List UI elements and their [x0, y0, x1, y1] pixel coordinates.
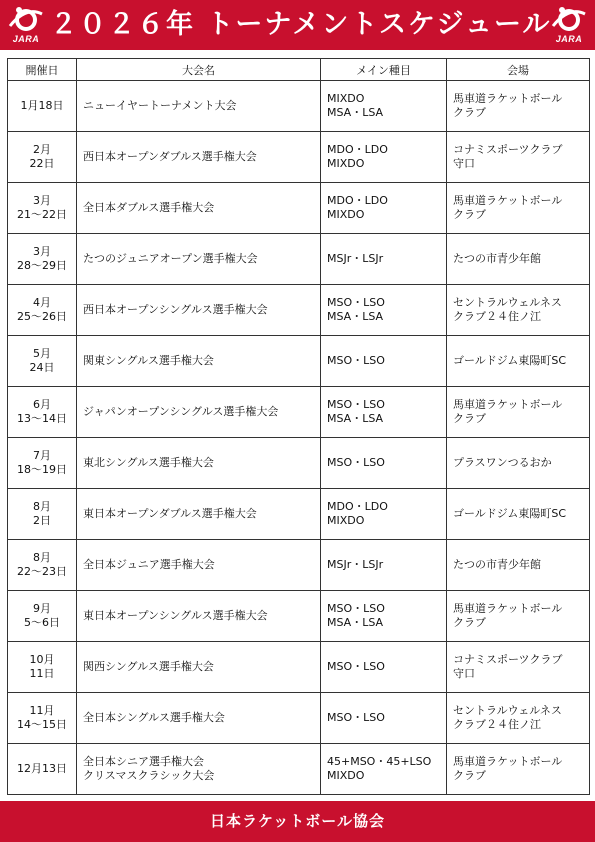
date-cell	[8, 540, 77, 591]
page-header	[0, 0, 595, 50]
date-cell	[8, 234, 77, 285]
events-line: MSO・LSO	[327, 398, 385, 411]
events-line: MIXDO	[327, 157, 365, 170]
tournament-name-cell	[77, 642, 321, 693]
date-line: 3月	[33, 245, 51, 258]
events-cell	[321, 591, 447, 642]
events-line: MSO・LSO	[327, 660, 385, 673]
date-line: 2月	[33, 143, 51, 156]
events-cell	[321, 336, 447, 387]
date-line: 7月	[33, 449, 51, 462]
venue-line: ゴールドジム東陽町SC	[453, 354, 567, 367]
events-line: MSA・LSA	[327, 412, 384, 425]
venue-line: クラブ	[453, 208, 486, 221]
table-row	[8, 693, 590, 744]
events-cell	[321, 489, 447, 540]
date-line: 5月	[33, 347, 51, 360]
tournament-name-line: 関西シングルス選手権大会	[83, 660, 214, 673]
date-line: 8月	[33, 500, 51, 513]
events-cell	[321, 693, 447, 744]
date-line: 8月	[33, 551, 51, 564]
date-line: 1月18日	[20, 99, 64, 112]
date-line: 14～15日	[17, 718, 67, 731]
date-cell	[8, 285, 77, 336]
date-line: 9月	[33, 602, 51, 615]
date-cell	[8, 132, 77, 183]
venue-line: 守口	[453, 157, 475, 170]
events-cell	[321, 438, 447, 489]
tournament-name-line: 全日本ダブルス選手権大会	[83, 201, 215, 214]
jara-logo-mark	[6, 6, 46, 36]
date-line: 25～26日	[17, 310, 67, 323]
venue-line: プラスワンつるおか	[453, 456, 552, 469]
venue-line: ゴールドジム東陽町SC	[453, 507, 567, 520]
jara-logo-mark	[549, 6, 589, 36]
events-cell	[321, 81, 447, 132]
tournament-name-line: 西日本オープンダブルス選手権大会	[83, 150, 257, 163]
table-row	[8, 387, 590, 438]
tournament-name-line: 東北シングルス選手権大会	[83, 456, 214, 469]
tournament-name-line: クリスマスクラシック大会	[83, 769, 215, 782]
tournament-name-cell	[77, 540, 321, 591]
date-cell	[8, 438, 77, 489]
table-header-row	[8, 59, 590, 81]
date-cell	[8, 642, 77, 693]
events-line: MIXDO	[327, 92, 365, 105]
venue-line: クラブ	[453, 769, 486, 782]
venue-line: クラブ２４住ノ江	[453, 310, 541, 323]
table-row	[8, 489, 590, 540]
events-line: 45+MSO・45+LSO	[327, 755, 432, 768]
venue-cell	[447, 591, 590, 642]
venue-line: 馬車道ラケットボール	[453, 602, 563, 615]
venue-line: クラブ２４住ノ江	[453, 718, 541, 731]
table-row	[8, 81, 590, 132]
date-cell	[8, 81, 77, 132]
schedule-body	[8, 81, 590, 795]
events-line: MSO・LSO	[327, 354, 385, 367]
venue-line: クラブ	[453, 616, 486, 629]
tournament-name-cell	[77, 285, 321, 336]
events-line: MSA・LSA	[327, 310, 384, 323]
table-row	[8, 234, 590, 285]
events-line: MIXDO	[327, 208, 365, 221]
venue-line: 馬車道ラケットボール	[453, 194, 563, 207]
logo-text: JARA	[12, 34, 40, 44]
table-row	[8, 642, 590, 693]
date-line: 2日	[33, 514, 51, 527]
venue-line: たつの市青少年館	[453, 252, 541, 265]
venue-cell	[447, 81, 590, 132]
date-line: 11月	[29, 704, 55, 717]
venue-line: 馬車道ラケットボール	[453, 92, 563, 105]
table-row	[8, 183, 590, 234]
column-header-events: メイン種目	[321, 59, 447, 81]
events-line: MSO・LSO	[327, 456, 385, 469]
page-title: ２０２６年 トーナメントスケジュール	[50, 9, 552, 40]
date-line: 22日	[29, 157, 55, 170]
venue-cell	[447, 744, 590, 795]
tournament-name-line: たつのジュニアオープン選手権大会	[83, 252, 258, 265]
tournament-name-cell	[77, 591, 321, 642]
venue-cell	[447, 336, 590, 387]
schedule-table	[7, 58, 590, 795]
column-header-tournament: 大会名	[77, 59, 321, 81]
table-row	[8, 438, 590, 489]
date-line: 5～6日	[24, 616, 60, 629]
tournament-name-line: 全日本ジュニア選手権大会	[83, 558, 215, 571]
tournament-name-cell	[77, 489, 321, 540]
table-row	[8, 744, 590, 795]
table-row	[8, 132, 590, 183]
tournament-name-cell	[77, 693, 321, 744]
table-row	[8, 591, 590, 642]
events-line: MSJr・LSJr	[327, 252, 384, 265]
venue-cell	[447, 438, 590, 489]
events-line: MSO・LSO	[327, 602, 385, 615]
events-line: MIXDO	[327, 769, 365, 782]
venue-cell	[447, 183, 590, 234]
date-line: 18～19日	[17, 463, 67, 476]
events-cell	[321, 183, 447, 234]
venue-cell	[447, 285, 590, 336]
date-line: 6月	[33, 398, 51, 411]
venue-line: 馬車道ラケットボール	[453, 755, 563, 768]
logo-text: JARA	[555, 34, 583, 44]
events-line: MDO・LDO	[327, 143, 388, 156]
events-cell	[321, 132, 447, 183]
tournament-name-line: 全日本シニア選手権大会	[83, 755, 204, 768]
tournament-name-cell	[77, 336, 321, 387]
events-cell	[321, 540, 447, 591]
venue-cell	[447, 489, 590, 540]
date-line: 24日	[29, 361, 55, 374]
column-header-venue: 会場	[447, 59, 590, 81]
tournament-name-line: 全日本シングルス選手権大会	[83, 711, 225, 724]
date-cell	[8, 336, 77, 387]
events-cell	[321, 387, 447, 438]
venue-cell	[447, 132, 590, 183]
venue-line: セントラルウェルネス	[453, 704, 562, 717]
date-line: 12月13日	[17, 762, 67, 775]
jara-logo-icon	[549, 6, 589, 44]
date-line: 22～23日	[17, 565, 67, 578]
tournament-name-cell	[77, 438, 321, 489]
venue-line: たつの市青少年館	[453, 558, 541, 571]
venue-cell	[447, 693, 590, 744]
date-cell	[8, 744, 77, 795]
venue-cell	[447, 642, 590, 693]
table-row	[8, 336, 590, 387]
date-line: 10月	[29, 653, 55, 666]
tournament-name-line: ジャパンオープンシングルス選手権大会	[83, 405, 279, 418]
venue-line: コナミスポーツクラブ	[453, 653, 563, 666]
jara-logo-icon	[6, 6, 46, 44]
events-line: MIXDO	[327, 514, 365, 527]
events-cell	[321, 744, 447, 795]
date-cell	[8, 489, 77, 540]
venue-cell	[447, 234, 590, 285]
events-line: MSA・LSA	[327, 106, 384, 119]
tournament-name-line: 東日本オープンダブルス選手権大会	[83, 507, 257, 520]
date-line: 11日	[29, 667, 55, 680]
date-line: 13～14日	[17, 412, 67, 425]
events-cell	[321, 642, 447, 693]
venue-cell	[447, 540, 590, 591]
events-cell	[321, 285, 447, 336]
tournament-name-line: ニューイヤートーナメント大会	[83, 99, 237, 112]
tournament-name-line: 西日本オープンシングルス選手権大会	[83, 303, 268, 316]
venue-line: クラブ	[453, 412, 486, 425]
date-line: 28～29日	[17, 259, 67, 272]
tournament-name-cell	[77, 387, 321, 438]
events-line: MSO・LSO	[327, 296, 385, 309]
events-cell	[321, 234, 447, 285]
events-line: MDO・LDO	[327, 500, 388, 513]
tournament-name-cell	[77, 744, 321, 795]
events-line: MDO・LDO	[327, 194, 388, 207]
events-line: MSO・LSO	[327, 711, 385, 724]
date-cell	[8, 591, 77, 642]
date-line: 3月	[33, 194, 51, 207]
date-line: 21～22日	[17, 208, 67, 221]
venue-line: クラブ	[453, 106, 486, 119]
tournament-name-cell	[77, 81, 321, 132]
tournament-name-cell	[77, 234, 321, 285]
venue-line: 馬車道ラケットボール	[453, 398, 563, 411]
tournament-name-cell	[77, 132, 321, 183]
venue-line: コナミスポーツクラブ	[453, 143, 563, 156]
events-line: MSA・LSA	[327, 616, 384, 629]
date-cell	[8, 693, 77, 744]
table-row	[8, 285, 590, 336]
tournament-name-line: 東日本オープンシングルス選手権大会	[83, 609, 268, 622]
venue-line: セントラルウェルネス	[453, 296, 562, 309]
date-line: 4月	[33, 296, 51, 309]
table-row	[8, 540, 590, 591]
events-line: MSJr・LSJr	[327, 558, 384, 571]
venue-line: 守口	[453, 667, 475, 680]
date-cell	[8, 387, 77, 438]
date-cell	[8, 183, 77, 234]
tournament-name-cell	[77, 183, 321, 234]
column-header-date: 開催日	[8, 59, 77, 81]
tournament-name-line: 関東シングルス選手権大会	[83, 354, 214, 367]
venue-cell	[447, 387, 590, 438]
organization-footer: 日本ラケットボール協会	[0, 801, 595, 842]
